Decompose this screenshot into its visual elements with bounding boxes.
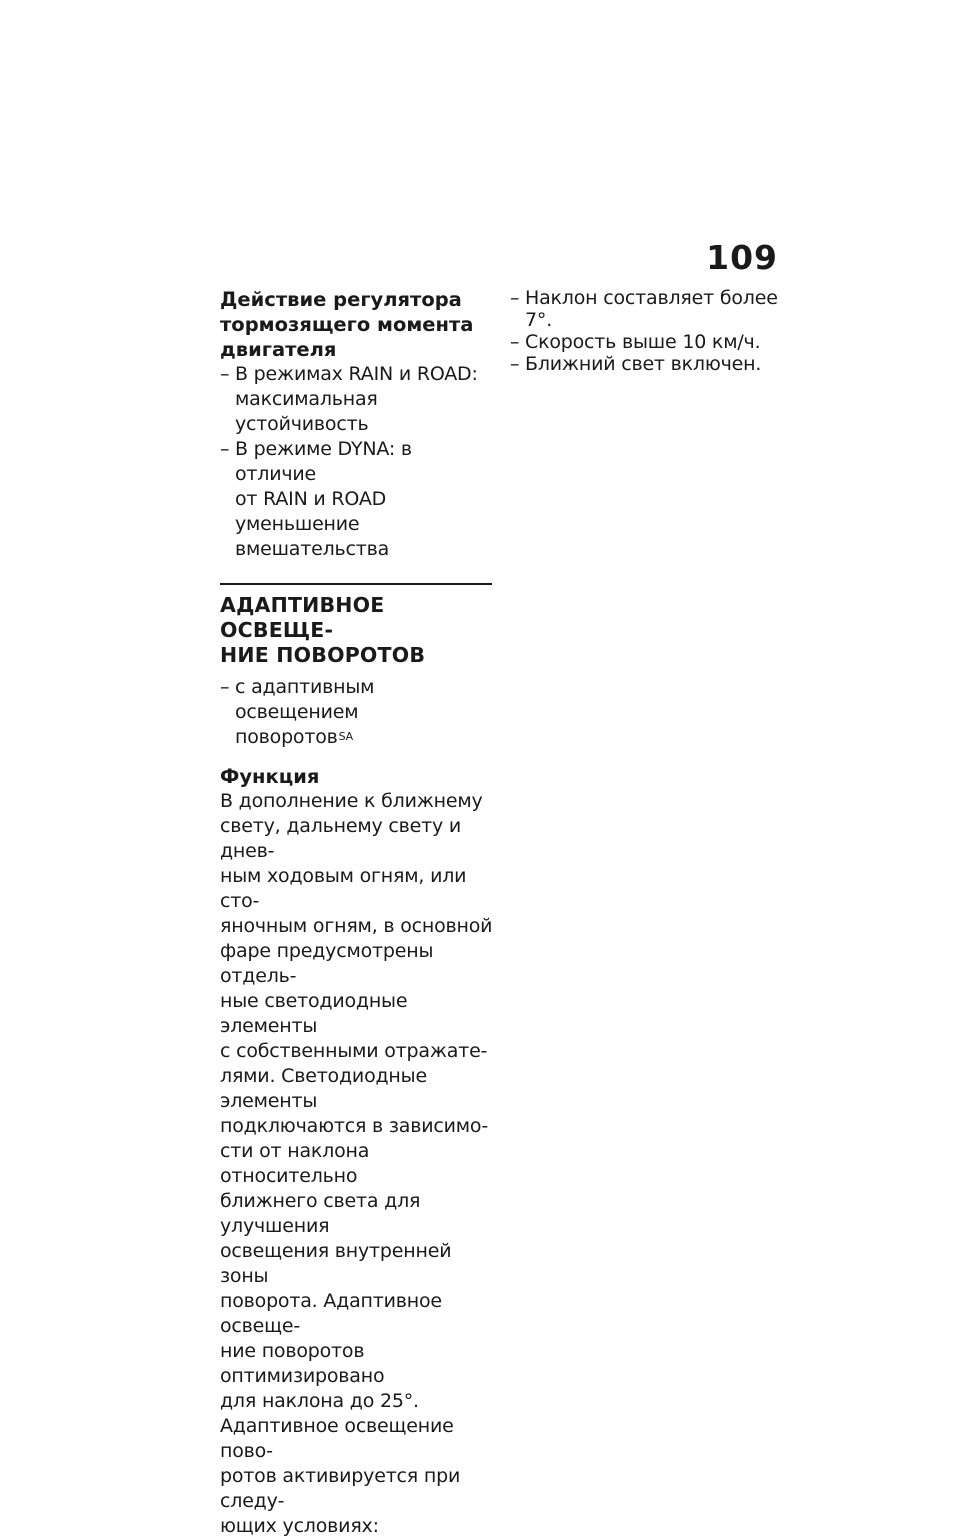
paragraph-line: фаре предусмотрены отдель- (220, 940, 434, 987)
dash-bullet: – (220, 676, 230, 698)
function-paragraph (220, 789, 495, 1414)
subheading-line: Действие регулятора (220, 288, 462, 311)
mode-line: от RAIN и ROAD уменьшение (235, 488, 387, 535)
subheading-line: двигателя (220, 338, 337, 361)
paragraph-line: ным ходовым огням, или сто- (220, 865, 467, 912)
dash-bullet: – (510, 287, 520, 309)
paragraph-line: Адаптивное освещение пово- (220, 1415, 454, 1462)
paragraph-line: яночным огням, в основной (220, 915, 493, 937)
equipment-line-2 (235, 725, 495, 750)
paragraph-line: поворота. Адаптивное освеще- (220, 1290, 442, 1337)
mode-line: В режиме DYNA: в отличие (235, 438, 412, 485)
mode-line: максимальная устойчивость (235, 388, 378, 435)
mode-item-rain-road (220, 362, 495, 437)
left-column (220, 287, 495, 1539)
right-column (510, 287, 785, 375)
paragraph-line: ближнего света для улучшения (220, 1190, 421, 1237)
condition-item (510, 353, 785, 375)
dash-bullet: – (220, 438, 230, 460)
function-heading: Функция (220, 765, 320, 788)
condition-text: Наклон составляет более 7°. (525, 287, 778, 331)
section-title-line: НИЕ ПОВОРОТОВ (220, 643, 426, 667)
paragraph-line: освещения внутренней зоны (220, 1240, 452, 1287)
paragraph-line: ющих условиях: (220, 1515, 379, 1537)
dash-bullet: – (510, 331, 520, 353)
paragraph-line: сти от наклона относительно (220, 1140, 370, 1187)
paragraph-line: свету, дальнему свету и днев- (220, 815, 462, 862)
dash-bullet: – (220, 363, 230, 385)
paragraph-line: ние поворотов оптимизировано (220, 1340, 385, 1387)
condition-text: Скорость выше 10 км/ч. (525, 331, 761, 353)
mode-line: В режимах RAIN и ROAD: (235, 363, 478, 385)
dash-bullet: – (510, 353, 520, 375)
condition-item (510, 287, 785, 331)
section-divider (220, 583, 492, 585)
paragraph-line: В дополнение к ближнему (220, 790, 483, 812)
mode-item-dyna (220, 437, 495, 562)
paragraph-line: подключаются в зависимо- (220, 1115, 488, 1137)
spacer (220, 750, 495, 764)
equipment-note (220, 675, 495, 750)
activation-paragraph (220, 1414, 495, 1539)
condition-item (510, 331, 785, 353)
paragraph-line: ротов активируется при следу- (220, 1465, 461, 1512)
page-number: 109 (706, 238, 778, 277)
subheading-line: тормозящего момента (220, 313, 474, 336)
subheading-engine-brake (220, 287, 495, 362)
special-equipment-mark: SA (338, 730, 353, 743)
equipment-line: поворотов (235, 726, 338, 748)
paragraph-line: лями. Светодиодные элементы (220, 1065, 427, 1112)
equipment-line: с адаптивным освещением (235, 676, 375, 723)
section-title-line: АДАПТИВНОЕ ОСВЕЩЕ- (220, 593, 385, 642)
paragraph-line: с собственными отражате- (220, 1040, 488, 1062)
mode-line: вмешательства (235, 538, 390, 560)
section-title (220, 593, 495, 668)
condition-text: Ближний свет включен. (525, 353, 762, 375)
paragraph-line: для наклона до 25°. (220, 1390, 419, 1412)
paragraph-line: ные светодиодные элементы (220, 990, 408, 1037)
